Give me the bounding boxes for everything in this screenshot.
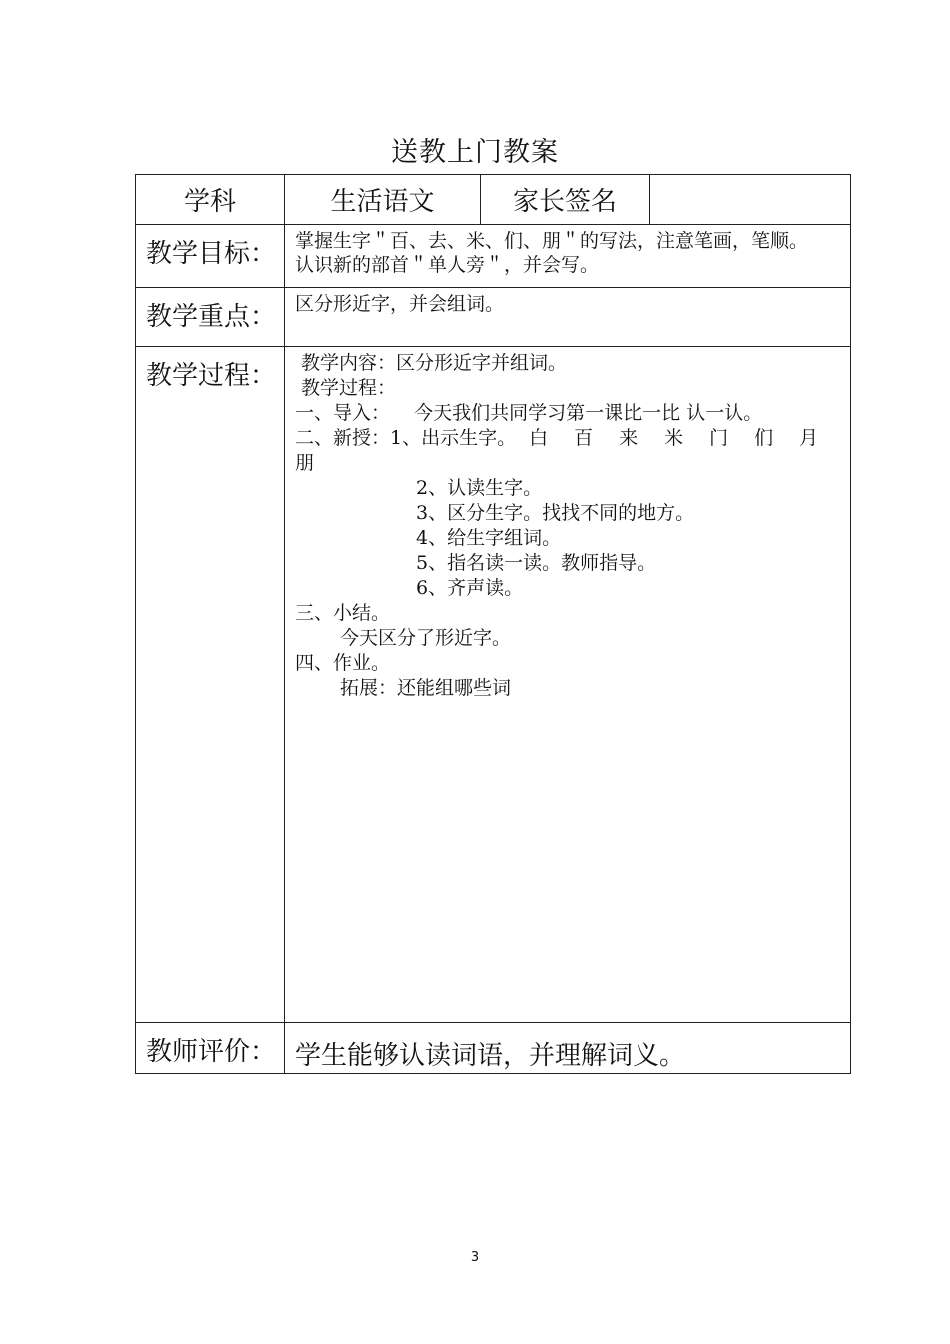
- step-item: 5、指名读一读。教师指导。: [416, 552, 657, 574]
- key-points-content: 区分形近字，并会组词。: [285, 288, 851, 347]
- step-item: 6、齐声读。: [416, 577, 524, 599]
- step-item: 3、区分生字。找找不同的地方。: [416, 502, 695, 524]
- new-char: 百: [574, 427, 594, 449]
- new-char: 月: [799, 427, 819, 449]
- goals-row: [136, 225, 851, 288]
- new-char: 门: [709, 427, 729, 449]
- new-char-wrap: 朋: [295, 452, 315, 474]
- homework-text: 拓展：还能组哪些词: [340, 677, 512, 699]
- parent-sign-field[interactable]: [650, 175, 851, 225]
- key-points-label: 教学重点：: [136, 288, 285, 347]
- subject-label: 学科: [136, 175, 285, 225]
- subject-value: 生活语文: [285, 175, 481, 225]
- new-char: 来: [619, 427, 639, 449]
- process-label: 教学过程：: [136, 347, 285, 1023]
- homework-heading: 四、作业。: [295, 652, 391, 674]
- key-points-row: [136, 288, 851, 347]
- document-title: 送教上门教案: [391, 137, 559, 168]
- process-new-line: [295, 426, 844, 451]
- parent-sign-label: 家长签名: [481, 175, 650, 225]
- process-content-line: 教学内容：区分形近字并组词。: [295, 352, 568, 374]
- evaluation-label: 教师评价：: [136, 1023, 285, 1074]
- process-process-line: 教学过程：: [295, 377, 397, 399]
- process-intro: 一、导入： 今天我们共同学习第一课比一比 认一认。: [295, 402, 763, 424]
- goals-line: 掌握生字＂百、去、米、们、朋＂的写法，注意笔画，笔顺。: [295, 230, 809, 252]
- goals-line: 认识新的部首＂单人旁＂，并会写。: [295, 254, 600, 276]
- step-item: 2、认读生字。: [416, 477, 543, 499]
- header-row: [136, 175, 851, 225]
- summary-heading: 三、小结。: [295, 602, 391, 624]
- evaluation-row: [136, 1023, 851, 1074]
- lesson-plan-table: [135, 174, 851, 1074]
- process-row: [136, 347, 851, 1023]
- process-new-prefix: 二、新授：1、出示生字。: [295, 427, 517, 449]
- evaluation-content: 学生能够认读词语，并理解词义。: [285, 1023, 851, 1074]
- new-char: 白: [529, 427, 549, 449]
- new-char: 米: [664, 427, 684, 449]
- page-number: 3: [470, 1250, 480, 1265]
- goals-label: 教学目标：: [136, 225, 285, 288]
- goals-content: [285, 225, 851, 288]
- new-chars-list: [516, 426, 831, 451]
- summary-text: 今天区分了形近字。: [340, 627, 512, 649]
- step-item: 4、给生字组词。: [416, 527, 562, 549]
- new-char: 们: [754, 427, 774, 449]
- process-content: [285, 347, 851, 1023]
